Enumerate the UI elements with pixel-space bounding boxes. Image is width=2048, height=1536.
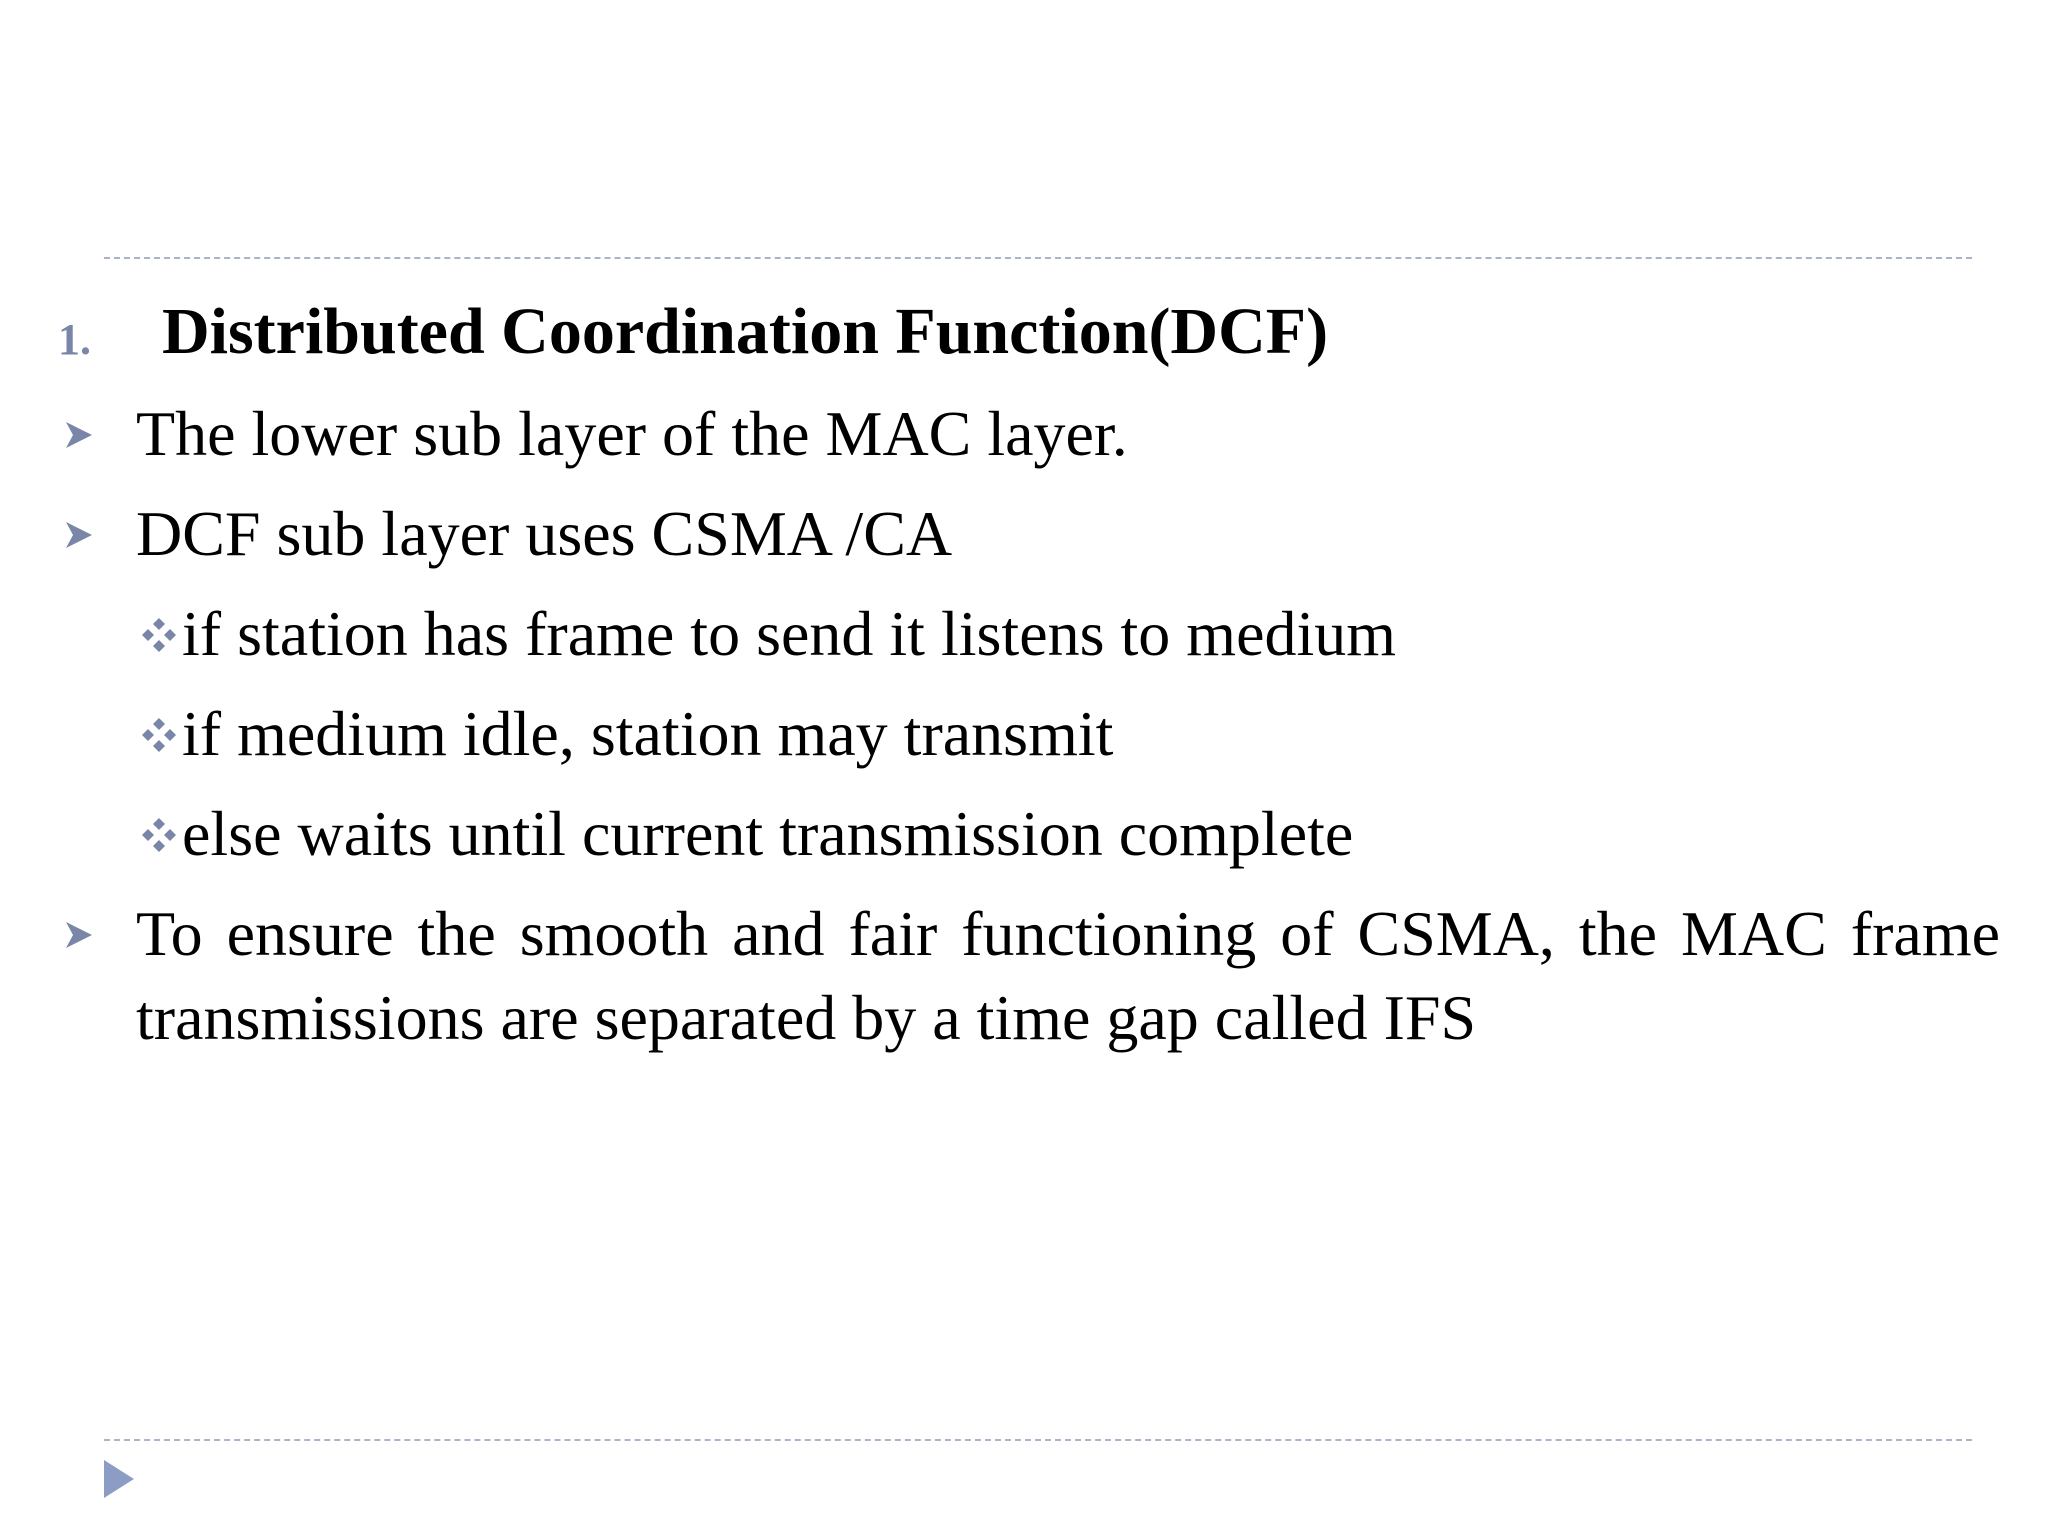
bullet-item: DCF sub layer uses CSMA /CA: [136, 498, 953, 569]
four-diamond-bullet-icon: [140, 716, 178, 754]
top-divider: [104, 257, 1972, 259]
four-diamond-bullet-icon: [140, 616, 178, 654]
heading-number: 1.: [58, 315, 91, 364]
bottom-divider: [104, 1439, 1972, 1441]
four-diamond-bullet-icon: [140, 816, 178, 854]
sub-bullet-item: else waits until current transmission complete: [182, 798, 1354, 869]
sub-bullet-item: if medium idle, station may transmit: [182, 698, 1114, 769]
arrowhead-bullet-icon: [62, 418, 96, 452]
sub-bullet-item: if station has frame to send it listens to medium: [182, 598, 1397, 669]
bullet-item: The lower sub layer of the MAC layer.: [136, 398, 1128, 469]
arrowhead-bullet-icon: [62, 918, 96, 952]
bullet-paragraph: To ensure the smooth and fair functioning of CSMA, the MAC frame transmissions are separated by a time gap called IFS: [136, 898, 2000, 1053]
slide-heading: Distributed Coordination Function(DCF): [162, 295, 1329, 368]
arrowhead-bullet-icon: [62, 518, 96, 552]
play-triangle-icon[interactable]: [102, 1458, 136, 1500]
